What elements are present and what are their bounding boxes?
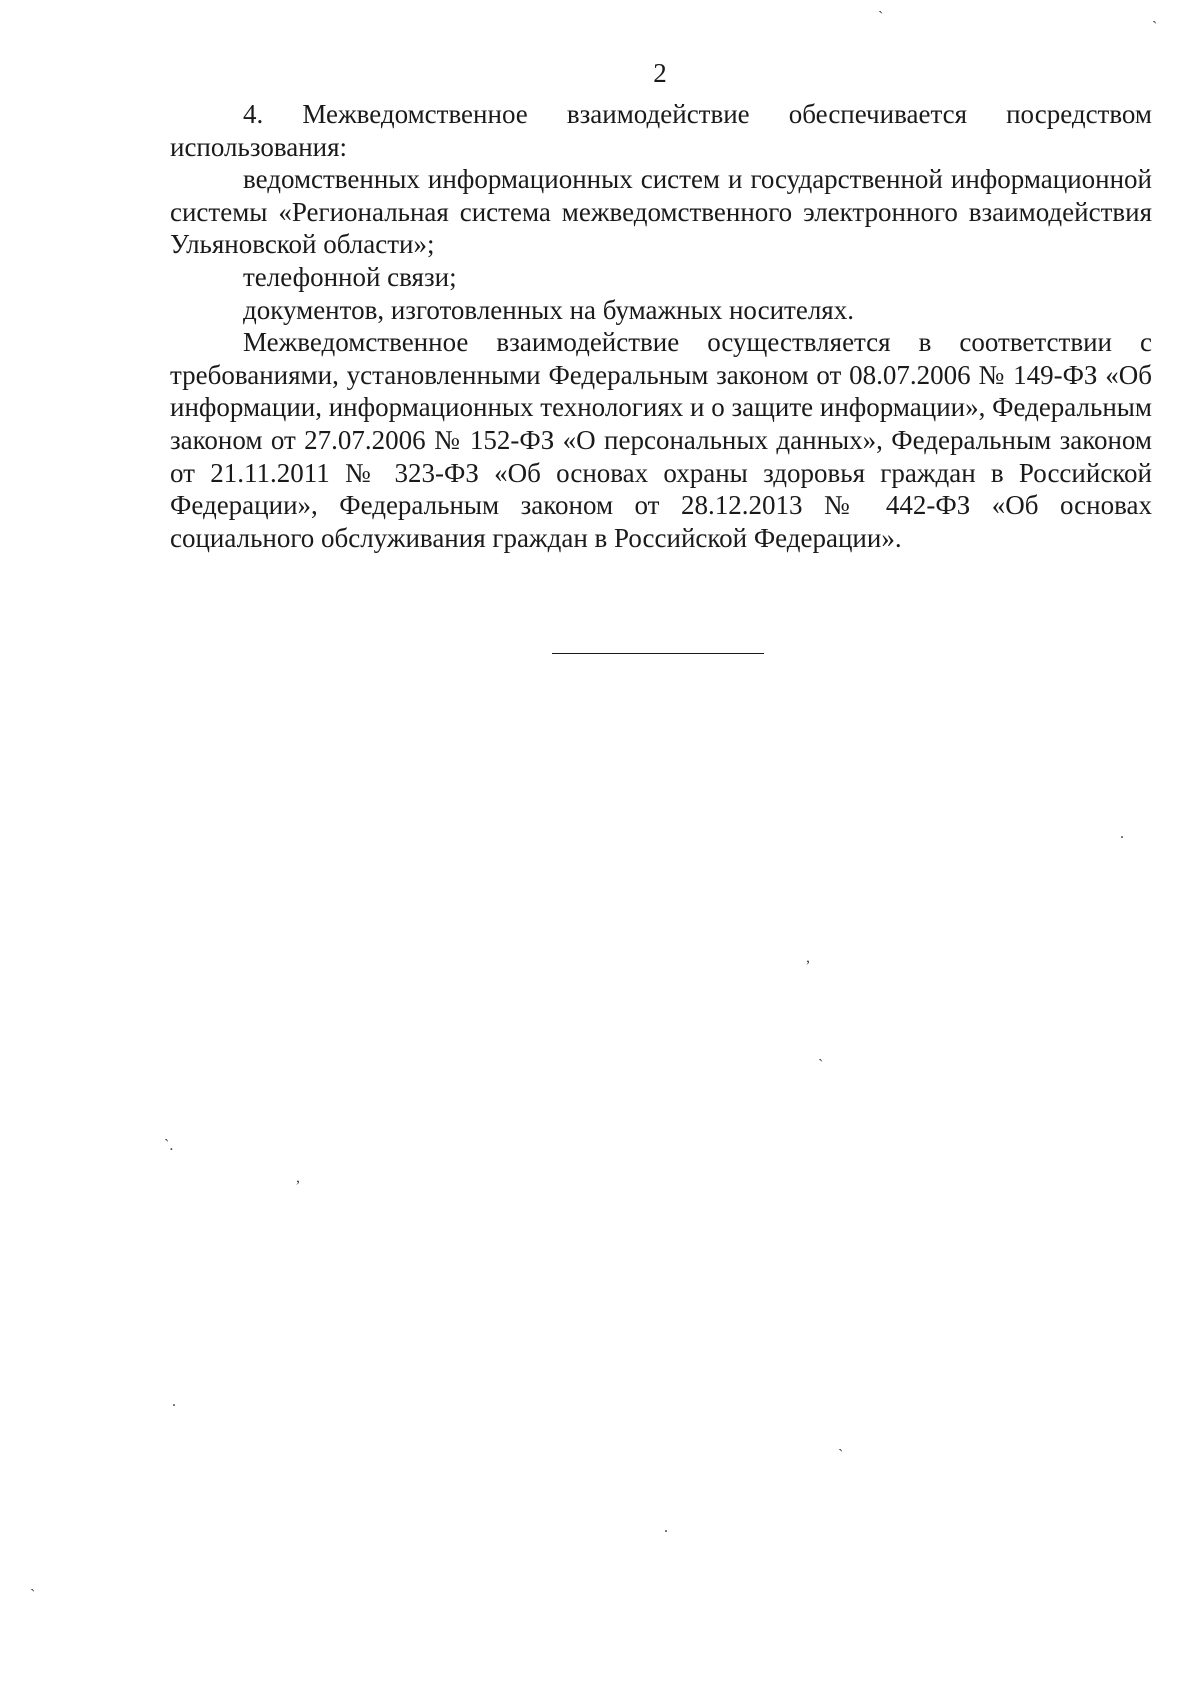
scan-speck: `. (164, 1137, 174, 1154)
scan-speck: . (664, 1519, 668, 1536)
scan-speck: ` (878, 9, 884, 26)
separator-line (552, 653, 764, 654)
scan-speck: ` (818, 1057, 824, 1074)
page-number: 2 (653, 58, 667, 88)
paragraph-legal-requirements: Межведомственное взаимодействие осуществляется в соответствии с требованиями, установленными Федеральным законом от 08.07.2006 № 149-ФЗ «Об информации, информационных технологиях и о защите информации», Федеральным законом от 27.07.2006 № 152-ФЗ «О персональных данных», Федеральным законом от 21.11.2011 № 323-ФЗ «Об основах охраны здоровья граждан в Российской Федерации», Федеральным законом от 28.12.2013 № 442-ФЗ «Об основах социального обслуживания граждан в Российской Федерации». (170, 327, 1152, 553)
scan-speck: ` (838, 1447, 844, 1464)
paragraph-information-systems: ведомственных информационных систем и государственной информационной системы «Региональная система межведомственного электронного взаимодействия Ульяновской области»; (170, 164, 1152, 260)
paragraph-interaction-means: 4. Межведомственное взаимодействие обеспечивается посредством использования: (170, 99, 1152, 162)
document-body (170, 98, 1152, 554)
paragraph-telephone: телефонной связи; (243, 261, 457, 292)
scan-speck: . (1120, 825, 1124, 842)
scan-speck: ` (30, 1587, 36, 1604)
scan-speck: ` (1152, 19, 1158, 36)
scan-speck: . (172, 1393, 176, 1410)
scan-speck: , (296, 1169, 300, 1186)
paragraph-paper-documents: документов, изготовленных на бумажных носителях. (243, 294, 854, 325)
scan-speck: , (806, 949, 810, 966)
